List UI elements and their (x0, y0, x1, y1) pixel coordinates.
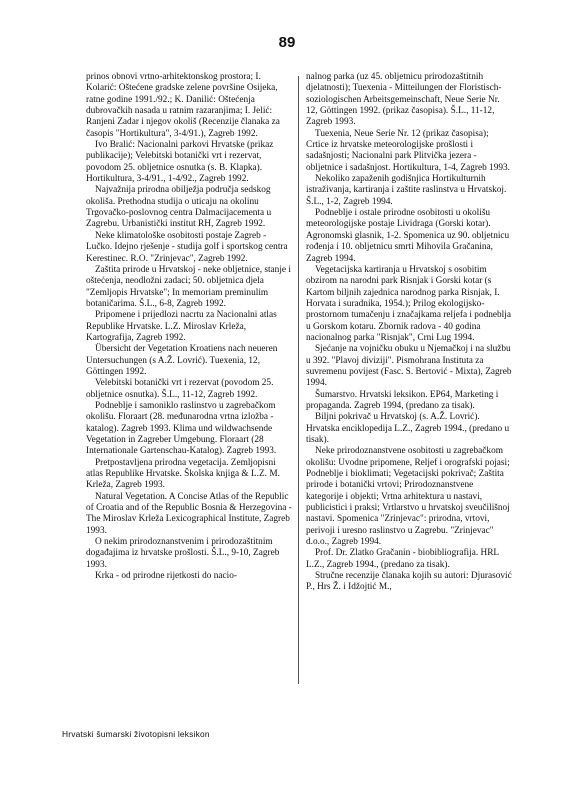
bibliography-entry: Prof. Dr. Zlatko Gračanin - biobibliografija. HRL L.Z., Zagreb 1994., (predano za tisak). (306, 548, 499, 570)
bibliography-entry: Zaštita prirode u Hrvatskoj - neke obljetnice, stanje i oštećenja, neodložni zadaci; 50. obljetnica djela "Zemljopis Hrvatske"; In memoriam preminulim botaničarima. Š.L., 6-8, Zagreb 1992. (86, 264, 291, 309)
bibliography-entry: Nekoliko zapaženih godišnjica Hortikulturnih istraživanja, kartiranja i zaštite raslinstva u Hrvatskoj. Š.L., 1-2, Zagreb 1994. (306, 174, 507, 207)
bibliography-entry: Tuexenia, Neue Serie Nr. 12 (prikaz časopisa); Crtice iz hrvatske meteorologijske prošlosti i sadašnjosti; Nacionalni park Plitvička jezera - obljetnice i sadašnjost. Hortikultura, 1-4, Zagreb 1993. (306, 128, 510, 173)
column-divider (298, 76, 299, 684)
bibliography-entry: prinos obnovi vrtno-arhitektonskog prostora; I. Kolarić: Oštećene gradske zelene površine Osijeka, ratne godine 1991./92.; K. Danilić: Oštećenja dubrovačkih nasada u ratnim razaranjima; I. Jelić: Ranjeni Zadar i njegov okoliš (Recenzije članaka za časopis "Hortikultura", 3-4/91.), Zagreb 1992. (86, 72, 280, 139)
bibliography-entry: Übersicht der Vegetation Kroatiens nach neueren Untersuchungen (s A.Ž. Lovrić). Tuexenia, 12, Göttingen 1992. (86, 344, 278, 377)
bibliography-entry: Stručne recenzije članaka kojih su autori: Djurasović P., Hrs Ž. i Idžojtić M., (306, 571, 512, 593)
bibliography-entry: Pretpostavljena prirodna vegetacija. Zemljopisni atlas Republike Hrvatske. Školska knjiga & L.Z. M. Krleža, Zagreb 1993. (86, 457, 280, 491)
left-column (86, 72, 292, 582)
bibliography-entry: Neke prirodoznanstvene osobitosti u zagrebačkom okolišu: Uvodne pripomene, Reljef i orografski pojasi; Podneblje i bioklimati; Vegetacijski pokrivač; Zaštita prirode i botanički vrtovi; Prirodoznanstvene kategorije i objekti; Vrtna arhitektura u nastavi, publicistici i praksi; Vrtlarstvo u hrvatskoj sveučilišnoj nastavi. Spomenica "Zrinjevac": prirodna, vrtovi, perivoji i uresno raslinstvo u Zagrebu. "Zrinjevac" d.o.o., Zagreb 1994. (306, 446, 510, 548)
bibliography-entry: nalnog parka (uz 45. obljetnicu prirodozaštitnih djelatnosti); Tuexenia - Mitteilungen der Floristisch-soziologischen Arbeitsgemeinschaft, Neue Serie Nr. 12, Göttingen 1992. (prikaz časopisa). Š.L., 11-12, Zagreb 1993. (306, 72, 502, 128)
bibliography-entry: Sjećanje na vojničku obuku u Njemačkoj i na službu u 392. "Plavoj diviziji". Pismohrana Instituta za suvremenu povijest (Fasc. S. Bertović - Mixta), Zagreb 1994. (306, 344, 512, 389)
bibliography-entry: Natural Vegetation. A Concise Atlas of the Republic of Croatia and of the Republic Bosnia & Herzegovina - The Miroslav Krleža Lexicographical Institute, Zagreb 1993. (86, 491, 292, 536)
bibliography-entry: Pripomene i prijedlozi nacrtu za Nacionalni atlas Republike Hrvatske. L.Z. Miroslav Krleža, Kartografija, Zagreb 1992. (86, 310, 277, 343)
bibliography-entry: Podneblje i ostale prirodne osobitosti u okolišu meteorologijske postaje Lividraga (Gorski kotar). Agronomski glasnik, 1-2. Spomenica uz 90. obljetnicu rođenja i 10. obljetnicu smrti Mihovila Gračanina, Zagreb 1994. (306, 208, 510, 264)
right-column (306, 72, 512, 594)
bibliography-entry: Najvažnija prirodna obilježja područja sedskog okoliša. Prethodna studija o uticaju na okolinu Trgovačko-poslovnog centra Dalmacijacementa u Zagrebu. Urbanistički institut RH, Zagreb 1992. (86, 185, 272, 230)
bibliography-entry: Ivo Bralić: Nacionalni parkovi Hrvatske (prikaz publikacije); Velebitski botanički vrt i rezervat, povodom 25. obljetnice osnutka (s. B. Klapka). Hortikultura, 3-4/91., 1-4/92., Zagreb 1992. (86, 140, 274, 185)
bibliography-entry: O nekim prirodoznanstvenim i prirodozaštitnim događajima iz hrvatske prošlosti. Š.L., 9-10, Zagreb 1993. (86, 537, 280, 570)
bibliography-entry: Neke klimatološke osobitosti postaje Zagreb - Lučko. Idejno rješenje - studija golf i sportskog centra Kerestinec. R.O. "Zrinjevac", Zagreb 1992. (86, 230, 288, 264)
bibliography-entry: Šumarstvo. Hrvatski leksikon. EP64, Marketing i propaganda. Zagreb 1994, (predano za tisak). (306, 389, 499, 411)
bibliography-entry: Biljni pokrivač u Hrvatskoj (s. A.Ž. Lovrić). Hrvatska enciklopedija L.Z., Zagreb 1994., (predano u tisak). (306, 412, 510, 445)
bibliography-entry: Vegetacijska kartiranja u Hrvatskoj s osobitim obzirom na narodni park Risnjak i Gorski kotar (s Kartom biljnih zajednica narodnog parka Risnjak, I. Horvata i suradnika, 1954.); Prilog ekologijsko-prostornom tumačenju i značajkama reljefa i podneblja u Gorskom kotaru. Zbornik radova - 40 godina nacionalnog parka "Risnjak", Crni Lug 1994. (306, 264, 511, 343)
bibliography-entry: Krka - od prirodne rijetkosti do nacio- (95, 571, 237, 582)
bibliography-entry: Podneblje i samoniklo raslinstvo u zagrebačkom okolišu. Floraart (28. međunarodna vrtna izložba - katalog). Zagreb 1993. Klima und wildwachsende Vegetation in Zagreber Umgebung. Floraart (28 Internationale Gartenschau-Katalog). Zagreb 1993. (86, 400, 277, 457)
running-footer: Hrvatski šumarski životopisni leksikon (62, 729, 210, 739)
page-number: 89 (278, 34, 296, 51)
bibliography-entry: Velebitski botanički vrt i rezervat (povodom 25. obljetnice osnutka). Š.L., 11-12, Zagreb 1992. (86, 378, 274, 400)
